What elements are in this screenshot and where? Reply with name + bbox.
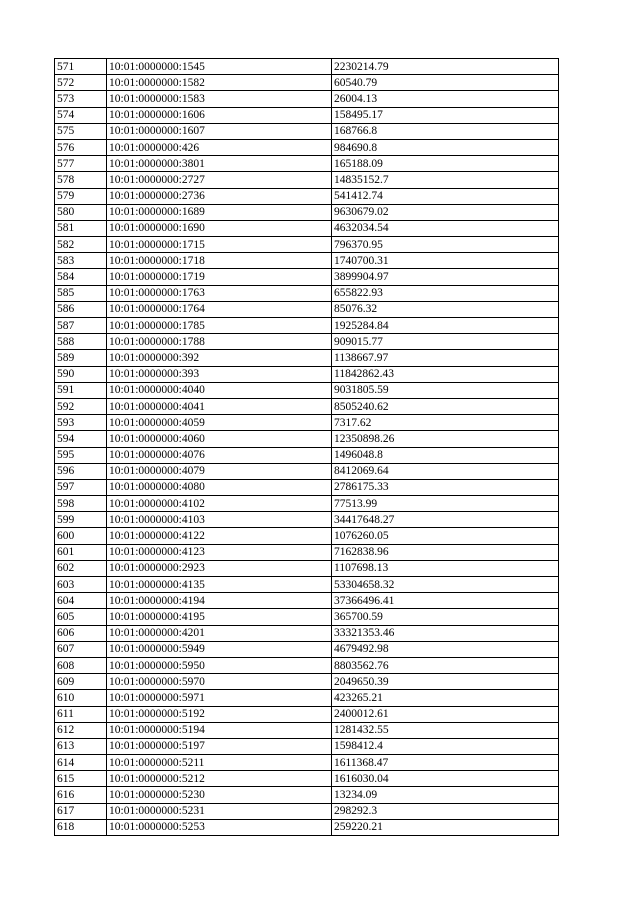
value-cell: 909015.77 [332, 334, 559, 350]
cadastral-number-cell: 10:01:0000000:4041 [107, 398, 332, 414]
cadastral-number-cell: 10:01:0000000:4103 [107, 512, 332, 528]
cadastral-number-cell: 10:01:0000000:1689 [107, 204, 332, 220]
value-cell: 11842862.43 [332, 366, 559, 382]
value-cell: 1611368.47 [332, 755, 559, 771]
cadastral-number-cell: 10:01:0000000:1788 [107, 334, 332, 350]
row-number-cell: 611 [55, 706, 107, 722]
cadastral-number-cell: 10:01:0000000:5970 [107, 674, 332, 690]
table-row [55, 431, 559, 447]
row-number-cell: 588 [55, 334, 107, 350]
row-number-cell: 573 [55, 91, 107, 107]
row-number-cell: 597 [55, 479, 107, 495]
value-cell: 8505240.62 [332, 398, 559, 414]
cadastral-number-cell: 10:01:0000000:4135 [107, 577, 332, 593]
value-cell: 365700.59 [332, 609, 559, 625]
cadastral-number-cell: 10:01:0000000:4040 [107, 382, 332, 398]
table-row [55, 318, 559, 334]
row-number-cell: 618 [55, 819, 107, 835]
row-number-cell: 594 [55, 431, 107, 447]
row-number-cell: 592 [55, 398, 107, 414]
table-row [55, 690, 559, 706]
table-row [55, 220, 559, 236]
row-number-cell: 578 [55, 172, 107, 188]
value-cell: 423265.21 [332, 690, 559, 706]
value-cell: 259220.21 [332, 819, 559, 835]
cadastral-number-cell: 10:01:0000000:2727 [107, 172, 332, 188]
row-number-cell: 607 [55, 641, 107, 657]
cadastral-number-cell: 10:01:0000000:5950 [107, 657, 332, 673]
row-number-cell: 585 [55, 285, 107, 301]
table-row [55, 382, 559, 398]
value-cell: 655822.93 [332, 285, 559, 301]
value-cell: 298292.3 [332, 803, 559, 819]
value-cell: 158495.17 [332, 107, 559, 123]
cadastral-number-cell: 10:01:0000000:1785 [107, 318, 332, 334]
cadastral-number-cell: 10:01:0000000:5230 [107, 787, 332, 803]
value-cell: 26004.13 [332, 91, 559, 107]
cadastral-number-cell: 10:01:0000000:392 [107, 350, 332, 366]
table-row [55, 738, 559, 754]
table-row [55, 819, 559, 835]
table-row [55, 657, 559, 673]
cadastral-number-cell: 10:01:0000000:5949 [107, 641, 332, 657]
value-cell: 9630679.02 [332, 204, 559, 220]
table-row [55, 301, 559, 317]
value-cell: 14835152.7 [332, 172, 559, 188]
table-row [55, 172, 559, 188]
cadastral-number-cell: 10:01:0000000:2736 [107, 188, 332, 204]
row-number-cell: 576 [55, 139, 107, 155]
value-cell: 13234.09 [332, 787, 559, 803]
row-number-cell: 584 [55, 269, 107, 285]
table-row [55, 577, 559, 593]
cadastral-number-cell: 10:01:0000000:5971 [107, 690, 332, 706]
value-cell: 165188.09 [332, 156, 559, 172]
row-number-cell: 615 [55, 771, 107, 787]
table-row [55, 415, 559, 431]
cadastral-number-cell: 10:01:0000000:1718 [107, 253, 332, 269]
value-cell: 85076.32 [332, 301, 559, 317]
cadastral-number-cell: 10:01:0000000:1715 [107, 237, 332, 253]
value-cell: 1281432.55 [332, 722, 559, 738]
table-row [55, 609, 559, 625]
value-cell: 8803562.76 [332, 657, 559, 673]
row-number-cell: 609 [55, 674, 107, 690]
cadastral-number-cell: 10:01:0000000:4102 [107, 496, 332, 512]
value-cell: 1138667.97 [332, 350, 559, 366]
row-number-cell: 616 [55, 787, 107, 803]
table-row [55, 253, 559, 269]
value-cell: 1076260.05 [332, 528, 559, 544]
table-row [55, 528, 559, 544]
table-row [55, 59, 559, 75]
value-cell: 796370.95 [332, 237, 559, 253]
cadastral-number-cell: 10:01:0000000:2923 [107, 560, 332, 576]
row-number-cell: 617 [55, 803, 107, 819]
table-row [55, 398, 559, 414]
value-cell: 8412069.64 [332, 463, 559, 479]
cadastral-number-cell: 10:01:0000000:5253 [107, 819, 332, 835]
cadastral-number-cell: 10:01:0000000:4079 [107, 463, 332, 479]
row-number-cell: 612 [55, 722, 107, 738]
row-number-cell: 574 [55, 107, 107, 123]
table-row [55, 350, 559, 366]
value-cell: 12350898.26 [332, 431, 559, 447]
row-number-cell: 577 [55, 156, 107, 172]
value-cell: 9031805.59 [332, 382, 559, 398]
row-number-cell: 579 [55, 188, 107, 204]
value-cell: 1496048.8 [332, 447, 559, 463]
value-cell: 4679492.98 [332, 641, 559, 657]
value-cell: 7162838.96 [332, 544, 559, 560]
table-row [55, 755, 559, 771]
row-number-cell: 596 [55, 463, 107, 479]
row-number-cell: 598 [55, 496, 107, 512]
table-row [55, 204, 559, 220]
value-cell: 2786175.33 [332, 479, 559, 495]
value-cell: 77513.99 [332, 496, 559, 512]
cadastral-number-cell: 10:01:0000000:5211 [107, 755, 332, 771]
table-row [55, 544, 559, 560]
row-number-cell: 595 [55, 447, 107, 463]
row-number-cell: 580 [55, 204, 107, 220]
table-row [55, 107, 559, 123]
row-number-cell: 614 [55, 755, 107, 771]
table-row [55, 188, 559, 204]
table-row [55, 771, 559, 787]
row-number-cell: 610 [55, 690, 107, 706]
cadastral-number-cell: 10:01:0000000:4076 [107, 447, 332, 463]
cadastral-number-cell: 10:01:0000000:1719 [107, 269, 332, 285]
cadastral-number-cell: 10:01:0000000:5194 [107, 722, 332, 738]
cadastral-number-cell: 10:01:0000000:426 [107, 139, 332, 155]
cadastral-number-cell: 10:01:0000000:4123 [107, 544, 332, 560]
cadastral-number-cell: 10:01:0000000:4194 [107, 593, 332, 609]
row-number-cell: 613 [55, 738, 107, 754]
value-cell: 1598412.4 [332, 738, 559, 754]
table-row [55, 479, 559, 495]
value-cell: 541412.74 [332, 188, 559, 204]
cadastral-number-cell: 10:01:0000000:1583 [107, 91, 332, 107]
row-number-cell: 608 [55, 657, 107, 673]
table-row [55, 366, 559, 382]
value-cell: 1740700.31 [332, 253, 559, 269]
table-row [55, 123, 559, 139]
table-row [55, 463, 559, 479]
cadastral-number-cell: 10:01:0000000:4122 [107, 528, 332, 544]
table-row [55, 803, 559, 819]
value-cell: 4632034.54 [332, 220, 559, 236]
cadastral-number-cell: 10:01:0000000:1607 [107, 123, 332, 139]
table-row [55, 722, 559, 738]
row-number-cell: 593 [55, 415, 107, 431]
table-row [55, 496, 559, 512]
table-row [55, 787, 559, 803]
cadastral-number-cell: 10:01:0000000:5231 [107, 803, 332, 819]
row-number-cell: 586 [55, 301, 107, 317]
table-row [55, 447, 559, 463]
cadastral-number-cell: 10:01:0000000:4080 [107, 479, 332, 495]
value-cell: 2049650.39 [332, 674, 559, 690]
row-number-cell: 600 [55, 528, 107, 544]
cadastral-number-cell: 10:01:0000000:1690 [107, 220, 332, 236]
value-cell: 1616030.04 [332, 771, 559, 787]
table-row [55, 674, 559, 690]
value-cell: 984690.8 [332, 139, 559, 155]
row-number-cell: 572 [55, 75, 107, 91]
cadastral-number-cell: 10:01:0000000:5192 [107, 706, 332, 722]
value-cell: 33321353.46 [332, 625, 559, 641]
row-number-cell: 605 [55, 609, 107, 625]
table-row [55, 156, 559, 172]
cadastral-number-cell: 10:01:0000000:393 [107, 366, 332, 382]
cadastral-number-cell: 10:01:0000000:4195 [107, 609, 332, 625]
table-body [55, 59, 559, 836]
value-cell: 37366496.41 [332, 593, 559, 609]
cadastral-number-cell: 10:01:0000000:4060 [107, 431, 332, 447]
row-number-cell: 589 [55, 350, 107, 366]
value-cell: 1107698.13 [332, 560, 559, 576]
table-row [55, 706, 559, 722]
cadastral-number-cell: 10:01:0000000:1545 [107, 59, 332, 75]
table-row [55, 269, 559, 285]
row-number-cell: 601 [55, 544, 107, 560]
table-row [55, 139, 559, 155]
row-number-cell: 583 [55, 253, 107, 269]
cadastral-number-cell: 10:01:0000000:1764 [107, 301, 332, 317]
cadastral-number-cell: 10:01:0000000:3801 [107, 156, 332, 172]
row-number-cell: 591 [55, 382, 107, 398]
data-table [54, 58, 559, 836]
value-cell: 3899904.97 [332, 269, 559, 285]
row-number-cell: 581 [55, 220, 107, 236]
cadastral-number-cell: 10:01:0000000:1582 [107, 75, 332, 91]
table-row [55, 75, 559, 91]
cadastral-number-cell: 10:01:0000000:4059 [107, 415, 332, 431]
row-number-cell: 575 [55, 123, 107, 139]
row-number-cell: 599 [55, 512, 107, 528]
table-row [55, 641, 559, 657]
value-cell: 1925284.84 [332, 318, 559, 334]
table-row [55, 285, 559, 301]
row-number-cell: 602 [55, 560, 107, 576]
value-cell: 34417648.27 [332, 512, 559, 528]
cadastral-number-cell: 10:01:0000000:4201 [107, 625, 332, 641]
row-number-cell: 606 [55, 625, 107, 641]
table-row [55, 334, 559, 350]
value-cell: 7317.62 [332, 415, 559, 431]
table-row [55, 512, 559, 528]
cadastral-number-cell: 10:01:0000000:1763 [107, 285, 332, 301]
table-row [55, 560, 559, 576]
table-row [55, 625, 559, 641]
value-cell: 60540.79 [332, 75, 559, 91]
cadastral-number-cell: 10:01:0000000:5212 [107, 771, 332, 787]
row-number-cell: 582 [55, 237, 107, 253]
value-cell: 53304658.32 [332, 577, 559, 593]
cadastral-number-cell: 10:01:0000000:1606 [107, 107, 332, 123]
row-number-cell: 590 [55, 366, 107, 382]
cadastral-number-cell: 10:01:0000000:5197 [107, 738, 332, 754]
row-number-cell: 603 [55, 577, 107, 593]
row-number-cell: 587 [55, 318, 107, 334]
row-number-cell: 571 [55, 59, 107, 75]
value-cell: 2230214.79 [332, 59, 559, 75]
table-row [55, 593, 559, 609]
table-row [55, 91, 559, 107]
row-number-cell: 604 [55, 593, 107, 609]
value-cell: 168766.8 [332, 123, 559, 139]
value-cell: 2400012.61 [332, 706, 559, 722]
table-row [55, 237, 559, 253]
